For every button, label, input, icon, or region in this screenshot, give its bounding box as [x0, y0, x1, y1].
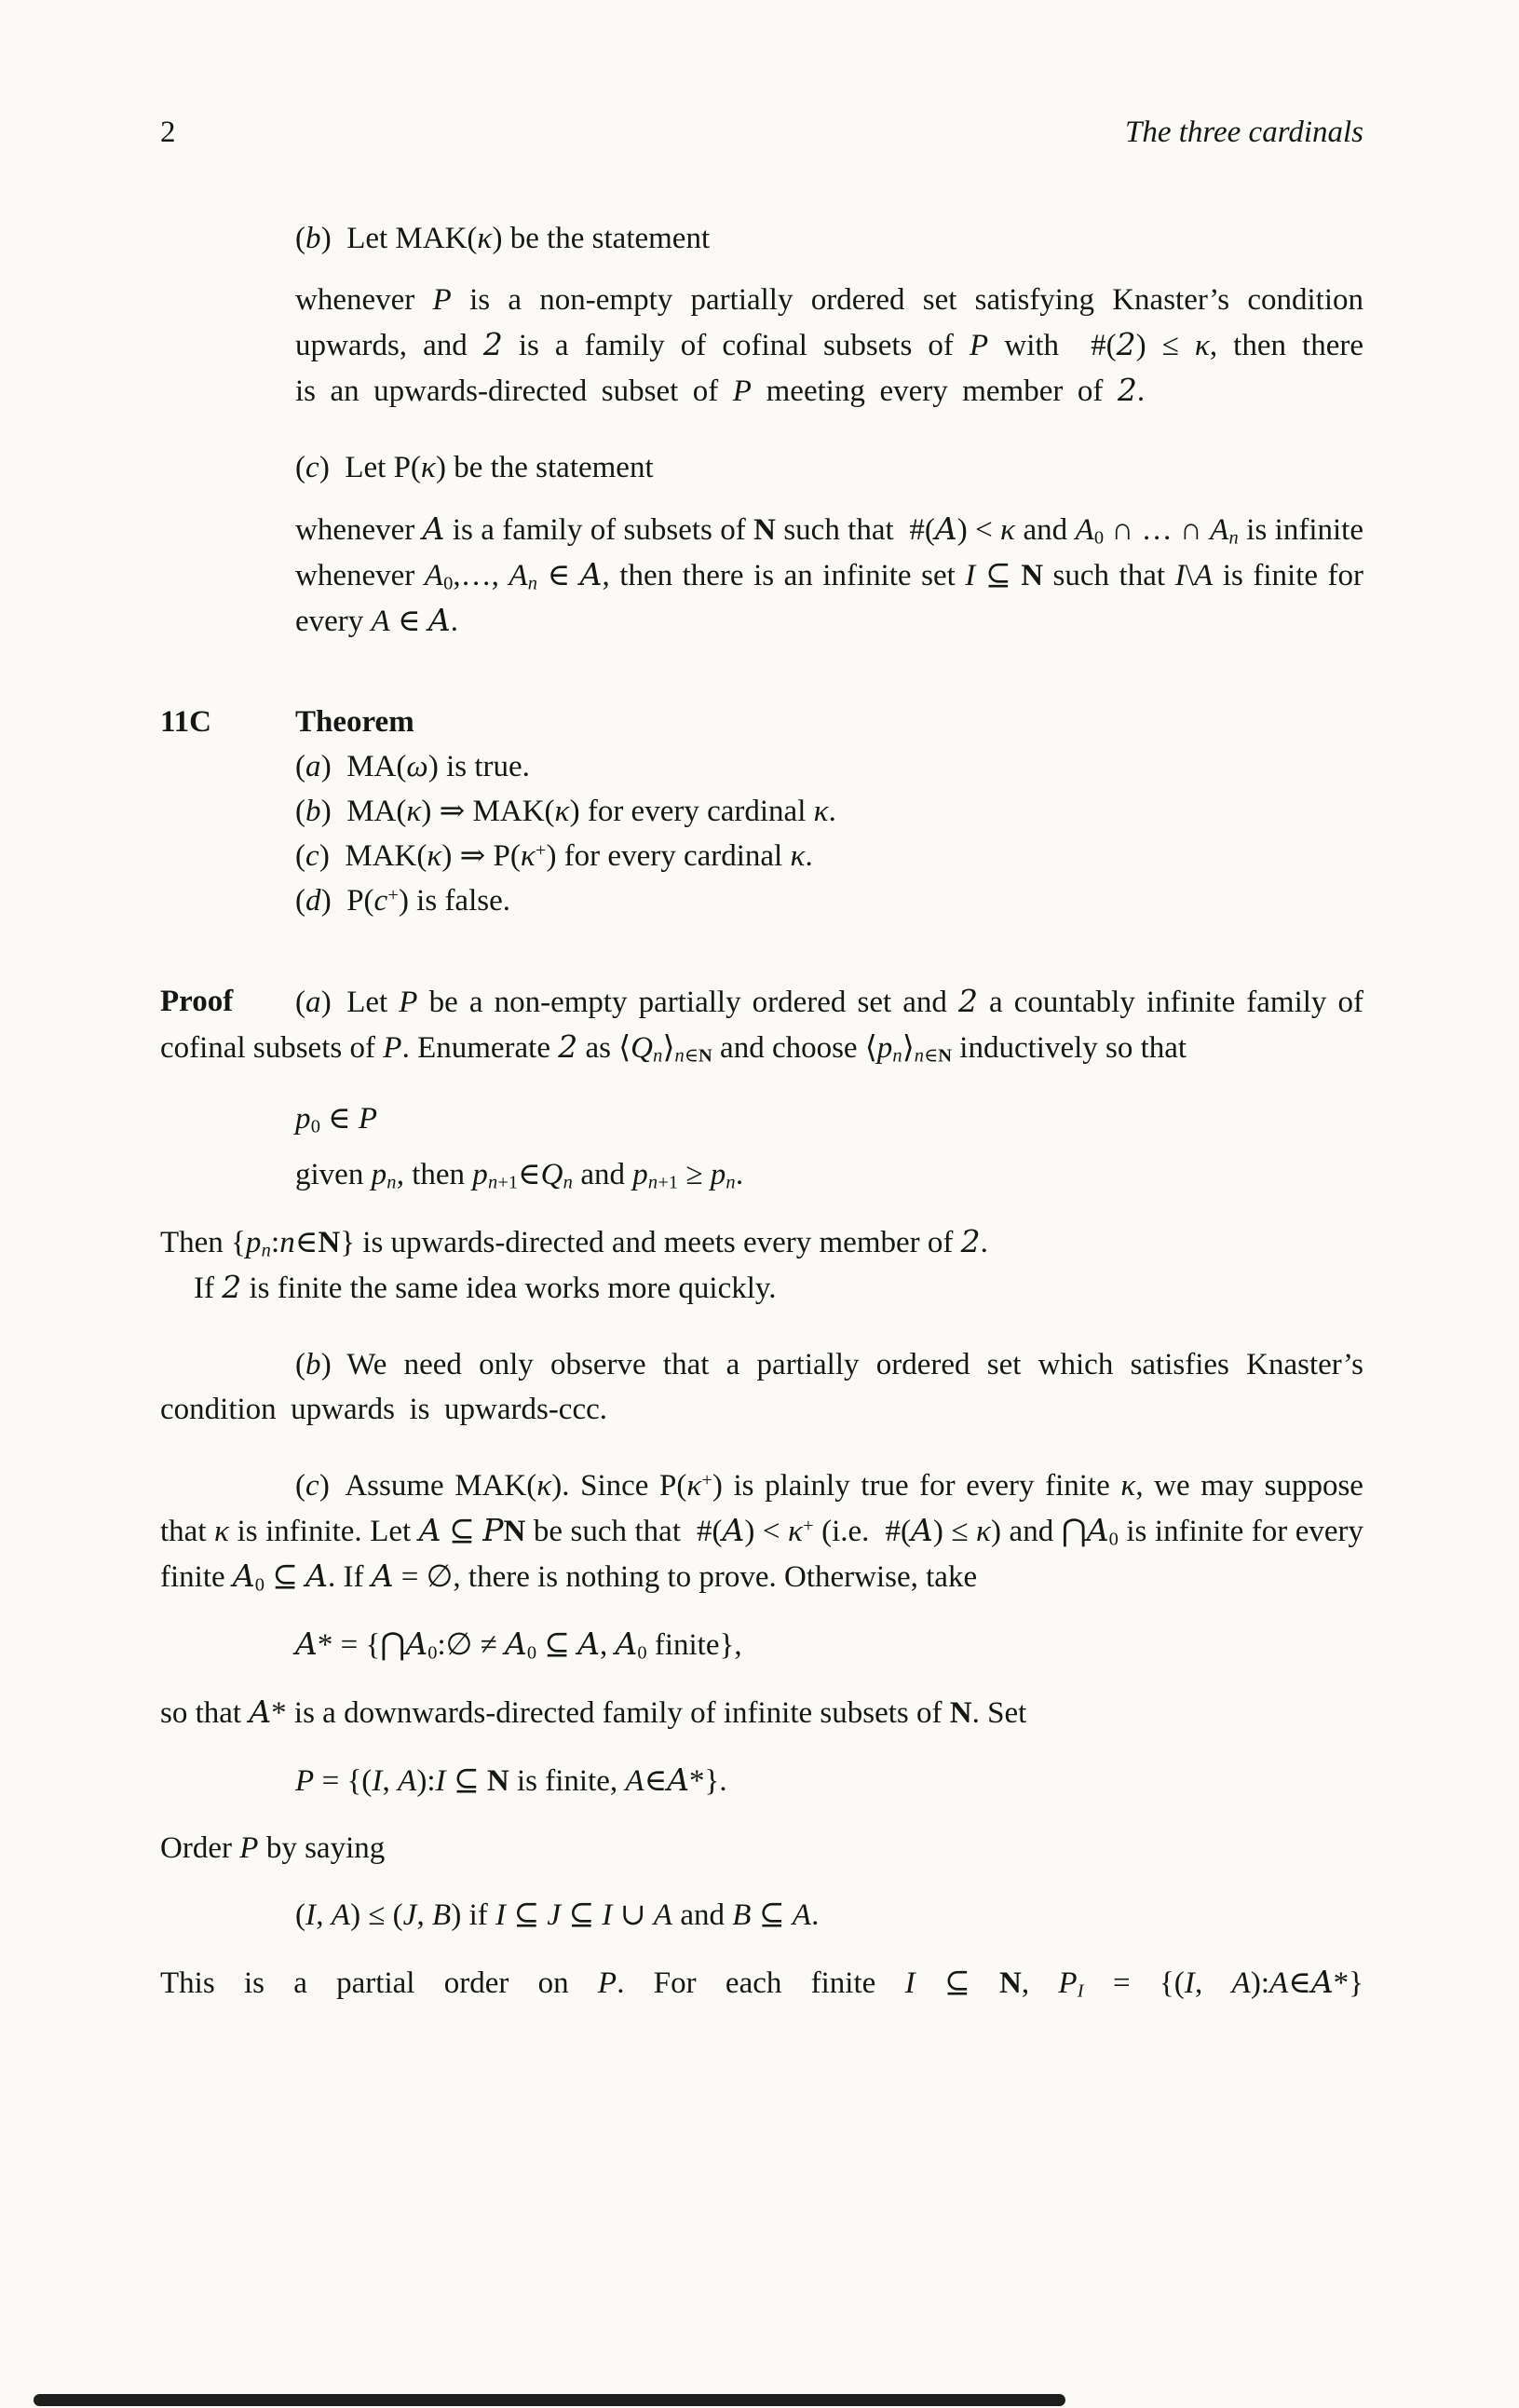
running-title: The three cardinals: [1124, 116, 1363, 149]
statement-c-body: whenever A is a family of subsets of N such that #(A) < κ and $A_0$ ∩ … ∩ $A_n$ is infinite whenever $A_0,\dots$, $A_n$ ∈ A, then there is an infinite set I ⊆ N such that I\A is finite for every A ∈ A.: [295, 510, 1364, 638]
display-p-definition: P = {(I, A):I ⊆ N is finite, A∈A*}.: [295, 1762, 727, 1798]
theorem-item-b: (b) MA(κ) ⇒ MAK(κ) for every cardinal κ.: [295, 795, 836, 828]
page-content: [160, 110, 1363, 2006]
theorem-item-a: (a) MA(ω) is true.: [295, 750, 530, 783]
theorem-heading: Theorem: [295, 705, 414, 739]
then-paragraph: Then $\{p_n:n\in N\}$ is upwards-directed and meets every member of 2.: [160, 1223, 988, 1261]
section-number: 11C: [160, 705, 212, 739]
statement-b-body: whenever P is a non-empty partially ordered set satisfying Knaster’s condition upwards, and 2 is a family of cofinal subsets of P with #(2) ≤ κ, then there is an upwards-directed subset of P meeting every member of 2.: [295, 283, 1363, 408]
proof-label: Proof: [160, 985, 234, 1018]
page-header: [160, 110, 1363, 155]
theorem-item-c: (c) MAK(κ) ⇒ P(κ+) for every cardinal κ.: [295, 839, 813, 873]
scan-artifact: [34, 2394, 1065, 2406]
theorem-item-d: (d) P(c+) is false.: [295, 884, 510, 918]
order-paragraph: Order P by saying: [160, 1831, 386, 1865]
page-number: 2: [160, 116, 176, 149]
so-that-paragraph: so that A* is a downwards-directed family of infinite subsets of N. Set: [160, 1694, 1027, 1730]
proof-paragraph-c: (c) Assume MAK(κ). Since P(κ+) is plainly true for every finite κ, we may suppose that κ is infinite. Let A ⊆ PN be such that #(A) < κ+ (i.e. #(A) ≤ κ) and $⋂A_0$ is infinite for every finite $A_0$ ⊆ A. If A = ∅, there is nothing to prove. Otherwise, take: [160, 1469, 1364, 1596]
display-order-relation: (I, A) ≤ (J, B) if I ⊆ J ⊆ I ∪ A and B ⊆ A.: [295, 1898, 820, 1932]
display-p0: $p_0$ ∈ P: [295, 1102, 378, 1137]
proof-paragraph-b: (b) We need only observe that a partially ordered set which satisfies Knaster’s condition upwards is upwards-ccc.: [160, 1348, 1363, 1426]
statement-b-label: (b) Let MAK(κ) be the statement: [295, 222, 711, 255]
statement-c-label: (c) Let P(κ) be the statement: [295, 451, 654, 484]
if-finite-paragraph: If 2 is finite the same idea works more quickly.: [194, 1269, 777, 1305]
final-paragraph: This is a partial order on P. For each finite I ⊆ N, $P_I = \{(I$, A):A∈A*}: [160, 1964, 1363, 2002]
display-pn: given $p_n$, then $p_{n+1}\in Q_n$ and $p_{n+1} \ge p_n$.: [295, 1158, 744, 1193]
proof-paragraph-a: (a) Let P be a non-empty partially ordered set and 2 a countably infinite family of cofinal subsets of P. Enumerate 2 as $⟨Q_n⟩_{n\in N}$ and choose $⟨p_n⟩_{n\in N}$ inductively so that: [160, 983, 1363, 1067]
theorem-section: [160, 700, 1363, 923]
displayed-formulas: [295, 1096, 1363, 1197]
proof-block: [160, 979, 1363, 1070]
display-a-star: $A* = \{⋂A_0:\emptyset \ne A_0$ ⊆ A, $A_0$ finite},: [295, 1626, 742, 1664]
